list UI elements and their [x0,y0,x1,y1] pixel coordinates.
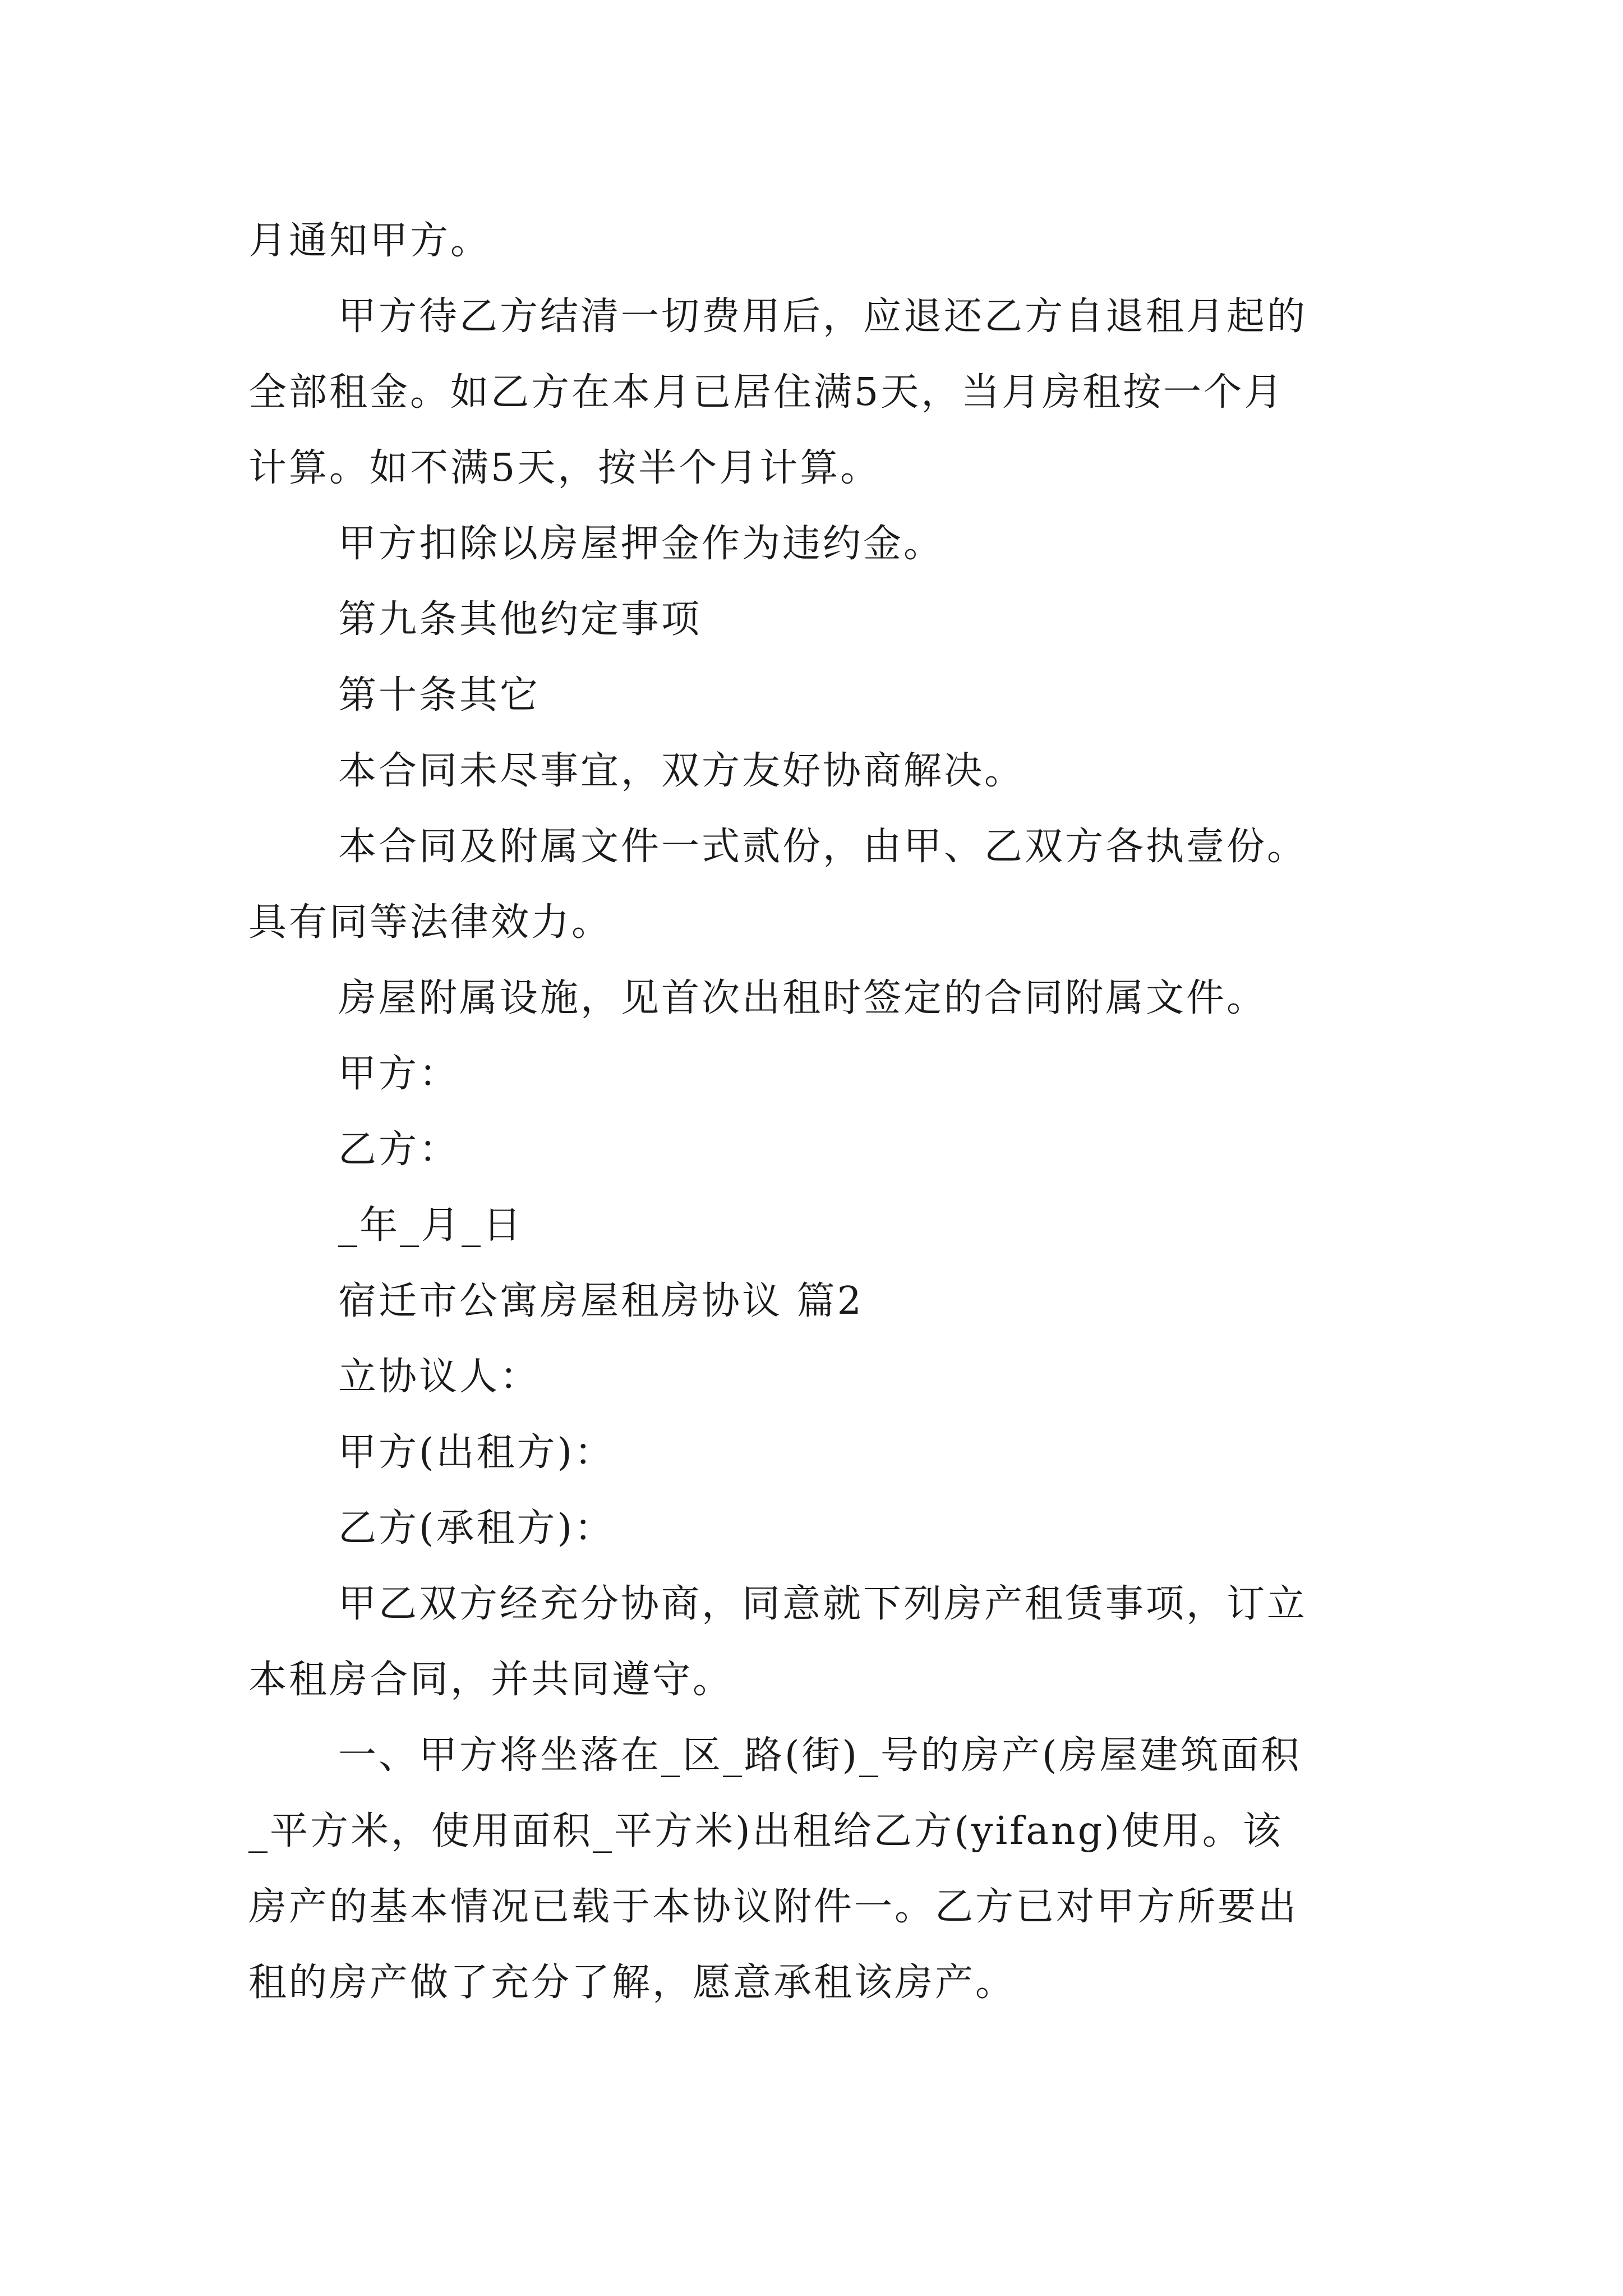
text-line: 本租房合同，并共同遵守。 [248,1658,734,1702]
text-line: 具有同等法律效力。 [248,900,612,945]
party-b-line: 乙方(承租方)： [338,1506,615,1550]
text-line: 甲乙双方经充分协商，同意就下列房产租赁事项，订立 [338,1582,1308,1626]
text-line: 计算。如不满5天，按半个月计算。 [248,446,881,490]
text-line: 立协议人： [338,1355,541,1399]
text-line: 月通知甲方。 [248,219,491,263]
text-line: 甲方待乙方结清一切费用后，应退还乙方自退租月起的 [338,295,1308,339]
text-line: _平方米，使用面积_平方米)出租给乙方(yifang)使用。该 [248,1809,1283,1853]
text-line: 本合同及附属文件一式贰份，由甲、乙双方各执壹份。 [338,825,1308,869]
signature-party-a: 甲方： [338,1052,460,1096]
text-line: 全部租金。如乙方在本月已居住满5天，当月房租按一个月 [248,370,1285,415]
party-a-line: 甲方(出租方)： [338,1430,615,1475]
text-line: 一、甲方将坐落在_区_路(街)_号的房产(房屋建筑面积 [338,1733,1302,1778]
section-heading: 第九条其他约定事项 [338,597,702,642]
text-line: 房屋附属设施，见首次出租时签定的合同附属文件。 [338,976,1267,1020]
text-line: 房产的基本情况已载于本协议附件一。乙方已对甲方所要出 [248,1885,1299,1929]
signature-date: _年_月_日 [338,1203,524,1248]
document-title: 宿迁市公寓房屋租房协议 篇2 [338,1279,864,1323]
document-body [248,203,1404,2021]
signature-party-b: 乙方： [338,1128,460,1172]
text-line: 甲方扣除以房屋押金作为违约金。 [338,522,944,566]
section-heading: 第十条其它 [338,673,541,717]
text-line: 租的房产做了充分了解，愿意承租该房产。 [248,1961,1016,2005]
text-line: 本合同未尽事宜，双方友好协商解决。 [338,749,1025,793]
